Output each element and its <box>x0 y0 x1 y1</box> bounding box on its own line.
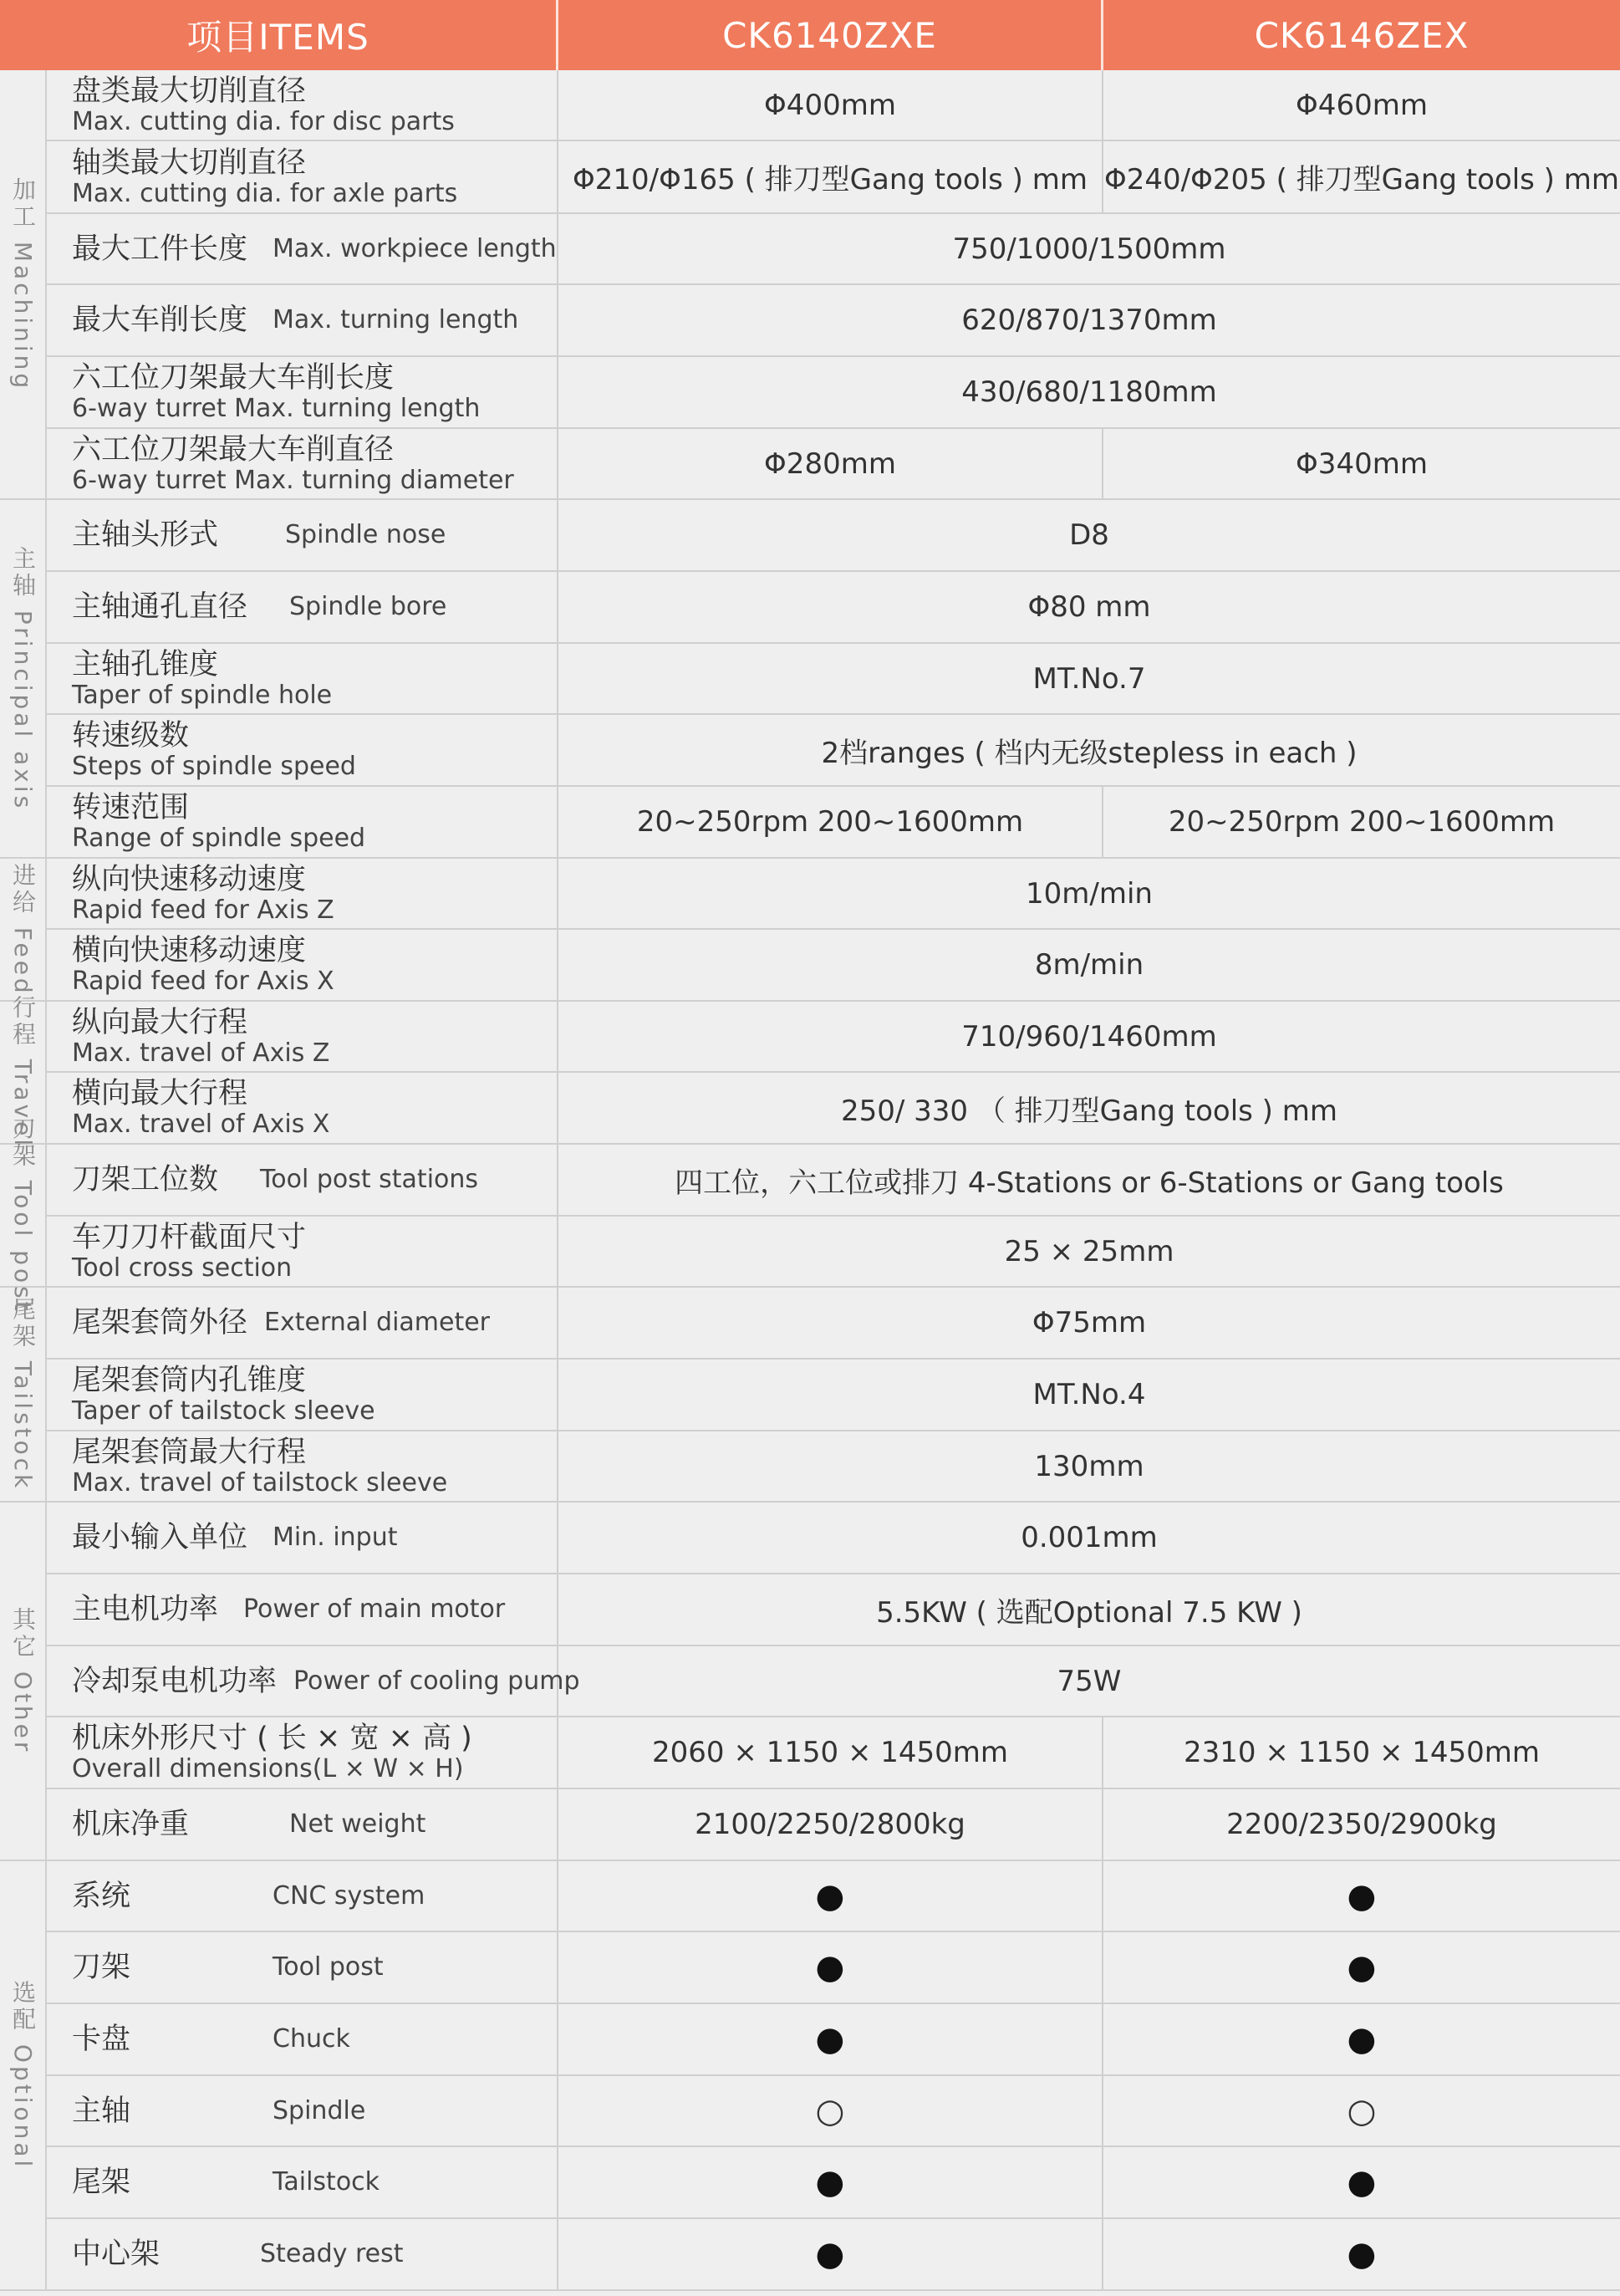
filled-dot-icon: ● <box>815 2235 845 2273</box>
spec-row <box>45 1932 1620 2004</box>
row-label-en: Taper of spindle hole <box>72 680 333 710</box>
row-label-en: Steady rest <box>260 2239 404 2268</box>
value-text: Φ340mm <box>1296 446 1428 481</box>
row-label-zh: 中心架 <box>72 2237 160 2271</box>
row-value-model-2 <box>1103 1789 1620 1860</box>
row-label <box>45 500 558 570</box>
value-text: 430/680/1180mm <box>961 375 1217 409</box>
row-value <box>558 1217 1620 1286</box>
filled-dot-icon: ● <box>1347 2163 1377 2202</box>
value-text: 2200/2350/2900kg <box>1226 1808 1497 1841</box>
row-label-en: Power of cooling pump <box>293 1666 580 1696</box>
value-text: 四工位，六工位或排刀 4-Stations or 6-Stations or Gang tools <box>675 1166 1504 1200</box>
row-label <box>45 1503 558 1573</box>
row-value-model-2 <box>1103 1861 1620 1931</box>
value-text: Φ210/Φ165 ( 排刀型Gang tools ) mm <box>573 163 1088 196</box>
row-label-en: Max. workpiece length <box>273 233 557 263</box>
row-label <box>45 1360 558 1430</box>
row-label-en: Spindle nose <box>285 520 446 549</box>
spec-row <box>45 2004 1620 2076</box>
row-value-model-2 <box>1103 2219 1620 2289</box>
row-label <box>45 644 558 713</box>
row-value <box>558 572 1620 642</box>
row-label-en: Max. cutting dia. for axle parts <box>72 178 458 208</box>
filled-dot-icon: ● <box>1347 1948 1377 1987</box>
row-value <box>558 1646 1620 1716</box>
row-value-model-2 <box>1103 1717 1620 1788</box>
spec-row <box>45 2147 1620 2219</box>
spec-row <box>45 1073 1620 1145</box>
value-text: 20~250rpm 200~1600mm <box>1168 805 1556 839</box>
row-label-zh: 卡盘 <box>72 2023 131 2056</box>
row-label-en: Max. turning length <box>273 305 519 334</box>
row-value-model-1 <box>558 1789 1103 1860</box>
row-label <box>45 285 558 355</box>
row-label-zh: 转速级数 <box>72 719 190 753</box>
group-label-text: 主轴 Principal axis <box>9 545 37 812</box>
group-label <box>0 1288 45 1503</box>
row-label-en: 6-way turret Max. turning diameter <box>72 465 514 495</box>
filled-dot-icon: ● <box>815 1876 845 1916</box>
value-text: MT.No.4 <box>1032 1378 1146 1411</box>
row-label <box>45 357 558 427</box>
spec-row <box>45 1861 1620 1932</box>
row-value-model-1 <box>558 141 1103 212</box>
row-label <box>45 1217 558 1286</box>
group-label-text: 进给 Feed <box>9 862 37 997</box>
group-label <box>0 500 45 859</box>
value-text: Φ80 mm <box>1027 590 1151 624</box>
row-label-en: Tool cross section <box>72 1253 293 1283</box>
header-model-1: CK6140ZXE <box>558 0 1103 70</box>
group-label <box>0 70 45 500</box>
spec-row <box>45 1288 1620 1360</box>
row-label-zh: 主轴通孔直径 <box>72 590 248 624</box>
row-label-zh: 刀架工位数 <box>72 1163 219 1196</box>
spec-row <box>45 500 1620 572</box>
value-text: 2060 × 1150 × 1450mm <box>651 1736 1009 1769</box>
row-value-model-1 <box>558 2147 1103 2217</box>
spec-row <box>45 429 1620 500</box>
spec-row <box>45 1574 1620 1646</box>
row-value <box>558 715 1620 785</box>
spec-row <box>45 285 1620 357</box>
row-value-model-1 <box>558 1717 1103 1788</box>
spec-row <box>45 930 1620 1002</box>
row-label-zh: 横向快速移动速度 <box>72 934 307 967</box>
row-value <box>558 644 1620 713</box>
row-label-en: Net weight <box>289 1809 426 1839</box>
value-text: MT.No.7 <box>1032 661 1146 696</box>
spec-row <box>45 1717 1620 1789</box>
spec-row <box>45 1145 1620 1217</box>
row-label <box>45 1861 558 1931</box>
group-label-text: 其它 Other <box>9 1607 37 1755</box>
value-text: 250/ 330 （ 排刀型Gang tools ) mm <box>840 1094 1337 1128</box>
row-label <box>45 2147 558 2217</box>
row-label <box>45 715 558 785</box>
row-label-en: External diameter <box>264 1308 491 1337</box>
row-label-zh: 主电机功率 <box>72 1593 219 1626</box>
empty-circle-icon: ○ <box>815 2091 845 2130</box>
row-label <box>45 1574 558 1645</box>
row-label <box>45 70 558 140</box>
row-label <box>45 1717 558 1788</box>
row-value <box>558 1073 1620 1143</box>
row-label-zh: 最大车削长度 <box>72 304 248 337</box>
row-value <box>558 1574 1620 1645</box>
row-value-model-1 <box>558 2004 1103 2074</box>
row-label-en: Min. input <box>273 1523 398 1552</box>
row-value <box>558 1288 1620 1358</box>
group-label-text: 刀架 Tool post <box>9 1116 37 1314</box>
row-value-model-2 <box>1103 2147 1620 2217</box>
row-value-model-1 <box>558 787 1103 857</box>
row-label <box>45 572 558 642</box>
group-label-text: 加工 Machining <box>9 176 37 392</box>
spec-row <box>45 2219 1620 2291</box>
group-label <box>0 1861 45 2291</box>
header-items: 项目ITEMS <box>0 0 558 70</box>
group-label <box>0 1503 45 1861</box>
row-value-model-1 <box>558 1932 1103 2003</box>
row-label-zh: 刀架 <box>72 1951 131 1984</box>
row-label-en: Rapid feed for Axis X <box>72 967 334 996</box>
group-label <box>0 1116 45 1314</box>
row-label-en: Tool post <box>273 1952 384 1982</box>
row-label <box>45 1789 558 1860</box>
row-value-model-2 <box>1103 141 1620 212</box>
filled-dot-icon: ● <box>1347 2235 1377 2273</box>
row-label-en: Tool post stations <box>260 1165 479 1194</box>
value-text: 25 × 25mm <box>1004 1234 1174 1268</box>
row-value-model-2 <box>1103 1932 1620 2003</box>
row-value <box>558 285 1620 355</box>
row-label <box>45 429 558 498</box>
spec-row <box>45 787 1620 859</box>
value-text: 2档ranges ( 档内无级stepless in each ) <box>821 736 1358 770</box>
value-text: 20~250rpm 200~1600mm <box>636 805 1024 839</box>
row-label-zh: 盘类最大切削直径 <box>72 74 307 108</box>
row-label-zh: 轴类最大切削直径 <box>72 145 307 180</box>
spec-row <box>45 859 1620 930</box>
row-value <box>558 357 1620 427</box>
row-label <box>45 1073 558 1143</box>
value-text: 710/960/1460mm <box>961 1019 1217 1054</box>
value-text: 0.001mm <box>1021 1521 1158 1554</box>
empty-circle-icon: ○ <box>1347 2091 1377 2130</box>
row-value-model-2 <box>1103 2004 1620 2074</box>
row-label-zh: 转速范围 <box>72 791 190 824</box>
value-text: 10m/min <box>1026 876 1153 911</box>
row-label <box>45 1932 558 2003</box>
spec-row <box>45 1503 1620 1574</box>
spec-row <box>45 572 1620 644</box>
row-label-zh: 车刀刀杆截面尺寸 <box>72 1220 307 1254</box>
value-text: D8 <box>1069 518 1109 552</box>
row-label-en: Range of spindle speed <box>72 824 366 853</box>
row-label-en: Spindle bore <box>289 592 447 621</box>
row-label <box>45 2076 558 2145</box>
row-label-zh: 尾架套筒最大行程 <box>72 1435 307 1469</box>
value-text: Φ75mm <box>1032 1306 1147 1339</box>
row-value-model-2 <box>1103 429 1620 498</box>
row-label-en: Spindle <box>273 2095 366 2125</box>
group-label <box>0 859 45 1002</box>
row-value <box>558 1431 1620 1501</box>
row-label-en: Max. travel of tailstock sleeve <box>72 1467 448 1498</box>
spec-row <box>45 715 1620 787</box>
value-text: 75W <box>1057 1664 1122 1698</box>
row-value-model-1 <box>558 2219 1103 2289</box>
spec-row <box>45 1217 1620 1288</box>
value-text: 130mm <box>1034 1449 1144 1483</box>
row-label <box>45 1002 558 1071</box>
row-label-en: CNC system <box>273 1880 425 1911</box>
row-label <box>45 1145 558 1215</box>
value-text: 620/870/1370mm <box>961 304 1217 337</box>
row-label-zh: 主轴 <box>72 2094 131 2128</box>
row-value <box>558 500 1620 570</box>
spec-row <box>45 1646 1620 1717</box>
row-value <box>558 859 1620 928</box>
row-label-en: Max. travel of Axis X <box>72 1110 330 1139</box>
spec-row <box>45 214 1620 285</box>
row-label <box>45 787 558 857</box>
row-value-model-2 <box>1103 787 1620 857</box>
row-value <box>558 1360 1620 1430</box>
row-label <box>45 1646 580 1716</box>
filled-dot-icon: ● <box>1347 2020 1377 2059</box>
row-label-zh: 尾架 <box>72 2166 131 2199</box>
row-label <box>45 859 558 928</box>
header-model-2: CK6146ZEX <box>1103 0 1620 70</box>
row-label-en: Max. travel of Axis Z <box>72 1038 330 1068</box>
row-label-en: Steps of spindle speed <box>72 752 356 781</box>
row-label-zh: 横向最大行程 <box>72 1077 248 1110</box>
value-text: Φ460mm <box>1296 88 1428 122</box>
spec-row <box>45 644 1620 715</box>
value-text: 8m/min <box>1034 948 1144 982</box>
value-text: 2100/2250/2800kg <box>695 1808 965 1841</box>
row-label <box>45 2219 558 2289</box>
row-value-model-1 <box>558 2076 1103 2145</box>
spec-row <box>45 141 1620 214</box>
row-value <box>558 1145 1620 1215</box>
row-label-zh: 冷却泵电机功率 <box>72 1664 278 1698</box>
row-label-zh: 系统 <box>72 1879 131 1913</box>
row-label <box>45 1288 558 1358</box>
row-label-en: Power of main motor <box>243 1594 506 1624</box>
value-text: 2310 × 1150 × 1450mm <box>1183 1736 1541 1769</box>
spec-row <box>45 1431 1620 1503</box>
row-label-en: Max. cutting dia. for disc parts <box>72 106 455 136</box>
row-label-zh: 机床净重 <box>72 1808 190 1841</box>
row-label-en: Taper of tailstock sleeve <box>72 1396 375 1426</box>
group-label-text: 尾架 Tailstock <box>9 1297 37 1492</box>
row-label-zh: 尾架套筒外径 <box>72 1306 248 1339</box>
row-value <box>558 930 1620 1000</box>
spec-row <box>45 1002 1620 1073</box>
value-text: 5.5KW ( 选配Optional 7.5 KW ) <box>876 1595 1302 1630</box>
row-label-zh: 主轴头形式 <box>72 518 219 552</box>
filled-dot-icon: ● <box>815 2163 845 2202</box>
row-value-model-1 <box>558 1861 1103 1931</box>
row-label-zh: 六工位刀架最大车削长度 <box>72 361 395 395</box>
row-label-zh: 最大工件长度 <box>72 232 248 266</box>
row-value <box>558 214 1620 283</box>
row-label-en: 6-way turret Max. turning length <box>72 394 481 423</box>
value-text: Φ240/Φ205 ( 排刀型Gang tools ) mm <box>1104 163 1619 196</box>
row-label-zh: 主轴孔锥度 <box>72 647 219 681</box>
filled-dot-icon: ● <box>815 1948 845 1987</box>
row-label-zh: 纵向快速移动速度 <box>72 862 307 896</box>
row-label <box>45 2004 558 2074</box>
spec-row <box>45 70 1620 141</box>
spec-row <box>45 2076 1620 2147</box>
row-value <box>558 1503 1620 1573</box>
row-value-model-1 <box>558 429 1103 498</box>
row-value <box>558 1002 1620 1071</box>
row-label-en: Tailstock <box>273 2167 380 2197</box>
spec-row <box>45 1789 1620 1861</box>
value-text: Φ280mm <box>764 446 896 481</box>
spec-row <box>45 357 1620 429</box>
row-label <box>45 141 558 212</box>
row-label-zh: 尾架套筒内孔锥度 <box>72 1364 307 1397</box>
filled-dot-icon: ● <box>815 2020 845 2059</box>
row-value-model-2 <box>1103 70 1620 140</box>
row-label-zh: 纵向最大行程 <box>72 1005 248 1039</box>
value-text: Φ400mm <box>764 88 896 122</box>
row-label-zh: 最小输入单位 <box>72 1521 248 1554</box>
row-label <box>45 214 558 283</box>
row-label-zh: 机床外形尺寸 ( 长 × 宽 × 高 ) <box>72 1722 472 1755</box>
filled-dot-icon: ● <box>1347 1876 1377 1916</box>
row-value-model-2 <box>1103 2076 1620 2145</box>
row-label <box>45 930 558 1000</box>
group-label-text: 选配 Optional <box>9 1980 37 2171</box>
value-text: 750/1000/1500mm <box>952 232 1226 266</box>
group-label-text: 行程 Travel <box>9 995 37 1150</box>
row-label <box>45 1431 558 1501</box>
row-label-en: Chuck <box>273 2024 350 2054</box>
row-label-en: Rapid feed for Axis Z <box>72 895 334 925</box>
spec-row <box>45 1360 1620 1431</box>
row-label-en: Overall dimensions(L × W × H) <box>72 1754 464 1783</box>
row-label-zh: 六工位刀架最大车削直径 <box>72 432 395 467</box>
row-value-model-1 <box>558 70 1103 140</box>
